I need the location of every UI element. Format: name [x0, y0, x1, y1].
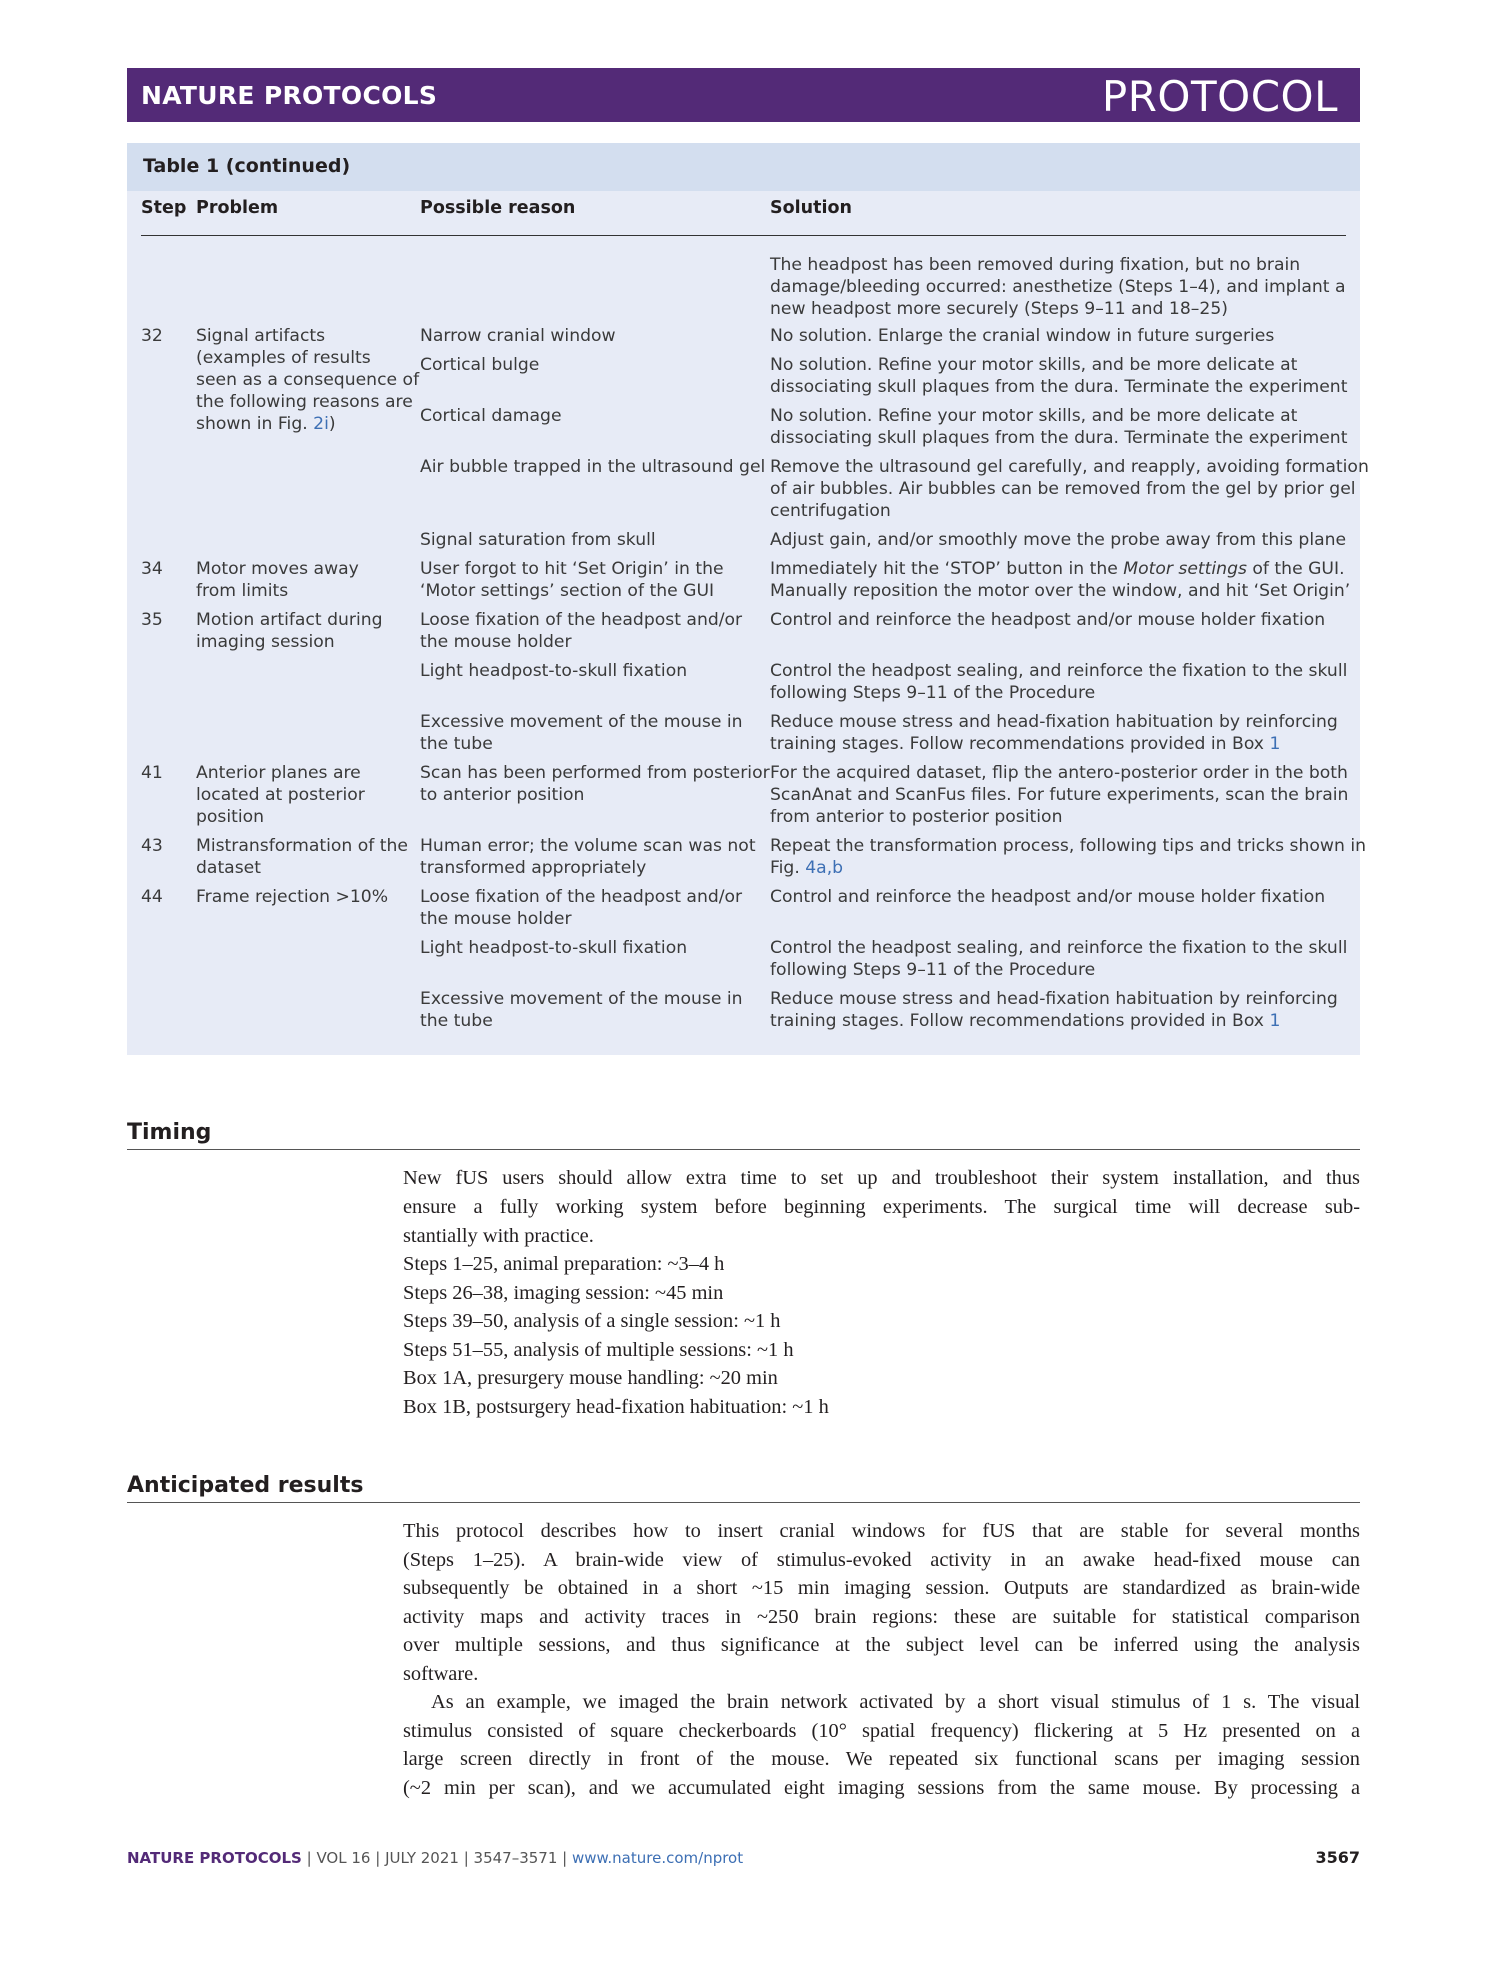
table-cell: Control the headpost sealing, and reinforce the fixation to the skull: [770, 661, 1348, 681]
body-line: large screen directly in front of the mouse. We repeated six functional scans per imaging session: [403, 1748, 1360, 1770]
table-cell: Manually reposition the motor over the window, and hit ‘Set Origin’: [770, 581, 1351, 601]
step-number: 41: [141, 763, 163, 783]
table-cell: Cortical bulge: [420, 355, 540, 375]
table-cell: Light headpost-to-skull fixation: [420, 938, 688, 958]
body-line: New fUS users should allow extra time to set up and troubleshoot their system installation, and thus: [403, 1167, 1360, 1189]
table-cell: Reduce mouse stress and head-fixation habituation by reinforcing: [770, 712, 1338, 732]
column-header-step: Step: [141, 198, 187, 218]
column-header-solution: Solution: [770, 198, 852, 218]
table-title: Table 1 (continued): [143, 155, 351, 177]
table-cell: centrifugation: [770, 501, 891, 521]
table-cell: [196, 413, 336, 435]
table-cell: Excessive movement of the mouse in: [420, 712, 743, 732]
table-cell: imaging session: [196, 632, 335, 652]
footer-separator: |: [458, 1849, 474, 1867]
anticipated-results-heading: Anticipated results: [127, 1473, 364, 1498]
table-cell: dissociating skull plaques from the dura. Terminate the experiment: [770, 428, 1348, 448]
table-cell: [770, 733, 1280, 755]
table-cell: dissociating skull plaques from the dura. Terminate the experiment: [770, 377, 1348, 397]
body-line: software.: [403, 1663, 479, 1685]
table-cell: Narrow cranial window: [420, 326, 616, 346]
table-cell: For the acquired dataset, flip the antero-posterior order in the both: [770, 763, 1348, 783]
table-cell: Motion artifact during: [196, 610, 383, 630]
table-cell: Human error; the volume scan was not: [420, 836, 756, 856]
footer-month: JULY 2021: [385, 1849, 459, 1867]
text-run: Fig.: [770, 858, 806, 878]
column-header-problem: Problem: [196, 198, 279, 218]
table-cell: [770, 1010, 1280, 1032]
table-cell: (examples of results: [196, 348, 371, 368]
table-cell: Mistransformation of the: [196, 836, 408, 856]
table-cell: the tube: [420, 1011, 493, 1031]
table-cell: damage/bleeding occurred: anesthetize (Steps 1–4), and implant a: [770, 277, 1346, 297]
table-cell: Scan has been performed from posterior: [420, 763, 770, 783]
table-cell: Repeat the transformation process, following tips and tricks shown in: [770, 836, 1367, 856]
table-cell: No solution. Refine your motor skills, and be more delicate at: [770, 406, 1298, 426]
table-cell: User forgot to hit ‘Set Origin’ in the: [420, 559, 724, 579]
table-cell: The headpost has been removed during fixation, but no brain: [770, 255, 1301, 275]
table-cell: ScanAnat and ScanFus files. For future experiments, scan the brain: [770, 785, 1349, 805]
body-line: This protocol describes how to insert cranial windows for fUS that are stable for several months: [403, 1520, 1360, 1542]
step-number: 32: [141, 326, 163, 346]
page-footer: [127, 1849, 743, 1867]
journal-header-band: [127, 68, 1360, 122]
footer-pages: 3547–3571: [473, 1849, 558, 1867]
table-cell: the tube: [420, 734, 493, 754]
timing-heading: Timing: [127, 1120, 212, 1145]
body-line: over multiple sessions, and thus significance at the subject level can be inferred using the analysis: [403, 1634, 1360, 1656]
table-cell: located at posterior: [196, 785, 365, 805]
text-run: training stages. Follow recommendations provided in Box: [770, 734, 1270, 754]
footer-separator: |: [557, 1849, 572, 1867]
figure-link[interactable]: 2i: [313, 414, 329, 434]
table-cell: of air bubbles. Air bubbles can be removed from the gel by prior gel: [770, 479, 1356, 499]
table-header-rule: [141, 235, 1346, 236]
table-cell: dataset: [196, 858, 261, 878]
step-number: 34: [141, 559, 163, 579]
italic-run: Motor settings: [1123, 559, 1247, 579]
step-number: 44: [141, 887, 163, 907]
table-cell: Air bubble trapped in the ultrasound gel: [420, 457, 766, 477]
footer-separator: |: [370, 1849, 386, 1867]
table-cell: [770, 857, 843, 879]
table-cell: [770, 558, 1345, 580]
step-number: 35: [141, 610, 163, 630]
body-line: (~2 min per scan), and we accumulated eight imaging sessions from the same mouse. By processing a: [403, 1777, 1360, 1799]
text-run: ): [328, 414, 336, 434]
table-cell: new headpost more securely (Steps 9–11 and 18–25): [770, 299, 1228, 319]
text-run: of the GUI.: [1246, 559, 1345, 579]
table-cell: to anterior position: [420, 785, 585, 805]
article-type: PROTOCOL: [1101, 72, 1338, 121]
table-cell: position: [196, 807, 265, 827]
footer-url-link[interactable]: www.nature.com/nprot: [571, 1849, 744, 1867]
table-cell: Remove the ultrasound gel carefully, and reapply, avoiding formation: [770, 457, 1369, 477]
table-cell: Loose fixation of the headpost and/or: [420, 610, 743, 630]
figure-link[interactable]: 4a,b: [805, 858, 844, 878]
table-cell: Loose fixation of the headpost and/or: [420, 887, 743, 907]
timing-step-line: Steps 1–25, animal preparation: ~3–4 h: [403, 1253, 725, 1275]
table-cell: the following reasons are: [196, 392, 413, 412]
table-cell: Control the headpost sealing, and reinforce the fixation to the skull: [770, 938, 1348, 958]
table-cell: transformed appropriately: [420, 858, 647, 878]
footer-volume: VOL 16: [316, 1849, 371, 1867]
body-line: subsequently be obtained in a short ~15 min imaging session. Outputs are standardized as brain-wide: [403, 1577, 1360, 1599]
text-run: shown in Fig.: [196, 414, 314, 434]
table-cell: Frame rejection >10%: [196, 887, 389, 907]
page-number: 3567: [1315, 1848, 1360, 1867]
table-cell: No solution. Enlarge the cranial window in future surgeries: [770, 326, 1275, 346]
troubleshooting-table: [127, 143, 1369, 1055]
box-link[interactable]: 1: [1269, 734, 1281, 754]
table-cell: following Steps 9–11 of the Procedure: [770, 960, 1096, 980]
table-cell: following Steps 9–11 of the Procedure: [770, 683, 1096, 703]
table-cell: from anterior to posterior position: [770, 807, 1063, 827]
table-cell: Excessive movement of the mouse in: [420, 989, 743, 1009]
body-line: stimulus consisted of square checkerboards (10° spatial frequency) flickering at 5 Hz presented on a: [403, 1720, 1360, 1742]
table-cell: Signal saturation from skull: [420, 530, 656, 550]
footer-journal: NATURE PROTOCOLS: [127, 1849, 302, 1867]
table-cell: Anterior planes are: [196, 763, 361, 783]
section-rule: [127, 1149, 1360, 1150]
text-run: Immediately hit the ‘STOP’ button in the: [770, 559, 1124, 579]
table-cell: Adjust gain, and/or smoothly move the probe away from this plane: [770, 530, 1347, 550]
table-cell: Light headpost-to-skull fixation: [420, 661, 688, 681]
table-cell: seen as a consequence of: [196, 370, 420, 390]
table-cell: from limits: [196, 581, 289, 601]
table-cell: Cortical damage: [420, 406, 562, 426]
table-cell: Reduce mouse stress and head-fixation habituation by reinforcing: [770, 989, 1338, 1009]
table-cell: Signal artifacts: [196, 326, 326, 346]
step-number: 43: [141, 836, 163, 856]
timing-step-line: Steps 51–55, analysis of multiple sessions: ~1 h: [403, 1339, 794, 1361]
body-line: activity maps and activity traces in ~250 brain regions: these are suitable for statistical comparison: [403, 1606, 1360, 1628]
table-cell: No solution. Refine your motor skills, and be more delicate at: [770, 355, 1298, 375]
text-run: training stages. Follow recommendations provided in Box: [770, 1011, 1270, 1031]
box-link[interactable]: 1: [1269, 1011, 1281, 1031]
table-cell: the mouse holder: [420, 632, 572, 652]
table-cell: Control and reinforce the headpost and/or mouse holder fixation: [770, 610, 1326, 630]
body-line: As an example, we imaged the brain network activated by a short visual stimulus of 1 s. The visual: [431, 1691, 1360, 1713]
table-title-band: [127, 143, 1360, 191]
table-cell: Control and reinforce the headpost and/or mouse holder fixation: [770, 887, 1326, 907]
footer-separator: |: [301, 1849, 317, 1867]
timing-step-line: Steps 26–38, imaging session: ~45 min: [403, 1282, 724, 1304]
column-header-reason: Possible reason: [420, 198, 576, 218]
section-rule: [127, 1502, 1360, 1503]
body-line: (Steps 1–25). A brain-wide view of stimulus-evoked activity in an awake head-fixed mouse can: [403, 1549, 1360, 1571]
timing-step-line: Box 1B, postsurgery head-fixation habituation: ~1 h: [403, 1396, 829, 1418]
timing-step-line: Box 1A, presurgery mouse handling: ~20 min: [403, 1367, 778, 1389]
journal-name: NATURE PROTOCOLS: [141, 81, 438, 110]
timing-step-line: Steps 39–50, analysis of a single session: ~1 h: [403, 1310, 781, 1332]
table-cell: ‘Motor settings’ section of the GUI: [420, 581, 715, 601]
body-line: stantially with practice.: [403, 1225, 594, 1247]
table-cell: Motor moves away: [196, 559, 359, 579]
body-line: ensure a fully working system before beginning experiments. The surgical time will decrease sub-: [403, 1196, 1360, 1218]
table-cell: the mouse holder: [420, 909, 572, 929]
